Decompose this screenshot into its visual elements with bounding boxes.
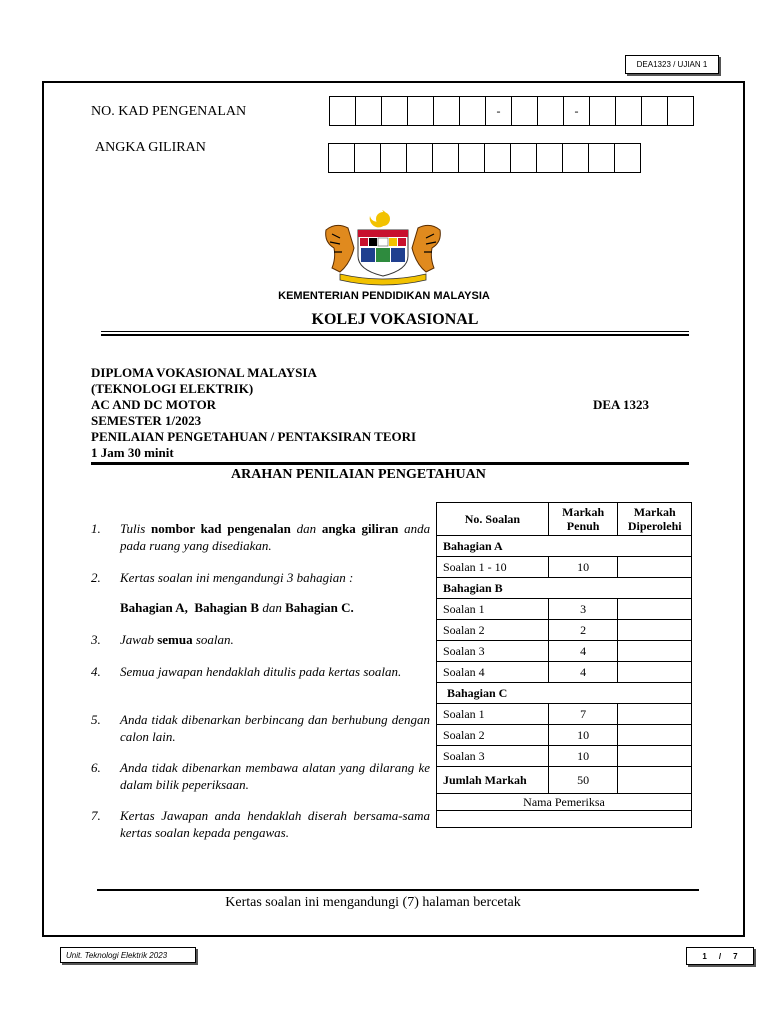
exam-code-tag bbox=[625, 55, 719, 74]
candidate-box[interactable] bbox=[510, 143, 537, 173]
candidate-box[interactable] bbox=[562, 143, 589, 173]
marks-obtained-cell[interactable] bbox=[618, 599, 692, 620]
candidate-box[interactable] bbox=[380, 143, 407, 173]
ic-box[interactable] bbox=[407, 96, 434, 126]
ic-box[interactable] bbox=[589, 96, 616, 126]
ic-box[interactable] bbox=[433, 96, 460, 126]
course-line-3: AC AND DC MOTOR bbox=[91, 397, 217, 412]
national-crest-logo bbox=[318, 208, 448, 286]
candidate-box[interactable] bbox=[614, 143, 641, 173]
instruction-4: Semua jawapan hendaklah ditulis pada kertas soalan. bbox=[120, 664, 402, 679]
candidate-box[interactable] bbox=[458, 143, 485, 173]
title-rule-top bbox=[101, 331, 689, 332]
title-rule-bottom bbox=[101, 334, 689, 336]
instructions-list bbox=[91, 520, 431, 850]
ic-box[interactable] bbox=[329, 96, 356, 126]
full-marks-cell: 10 bbox=[548, 746, 618, 767]
full-marks-cell: 4 bbox=[548, 662, 618, 683]
col-header-question: No. Soalan bbox=[437, 503, 549, 536]
page-total: 7 bbox=[733, 951, 738, 961]
full-marks-cell: 10 bbox=[548, 725, 618, 746]
full-marks-cell: 10 bbox=[548, 557, 618, 578]
course-line-5: PENILAIAN PENGETAHUAN / PENTAKSIRAN TEORI bbox=[91, 429, 417, 444]
question-cell: Soalan 1 bbox=[437, 704, 549, 725]
course-code: DEA 1323 bbox=[593, 397, 649, 412]
table-row bbox=[437, 641, 692, 662]
course-line-1: DIPLOMA VOKASIONAL MALAYSIA bbox=[91, 365, 317, 380]
col-header-full-marks: Markah Penuh bbox=[548, 503, 618, 536]
ministry-name: KEMENTERIAN PENDIDIKAN MALAYSIA bbox=[278, 290, 490, 302]
section-c-row: Bahagian C bbox=[437, 683, 692, 704]
page-current: 1 bbox=[702, 951, 707, 961]
instruction-7: Kertas Jawapan anda hendaklah diserah bersama-sama kertas soalan kepada pengawas. bbox=[120, 808, 430, 840]
total-full-marks: 50 bbox=[548, 767, 618, 794]
instruction-number: 5. bbox=[91, 712, 101, 727]
ic-box[interactable] bbox=[667, 96, 694, 126]
page-separator: / bbox=[718, 951, 722, 961]
examiner-label: Nama Pemeriksa bbox=[437, 794, 692, 811]
section-a-row: Bahagian A bbox=[437, 536, 692, 557]
table-row bbox=[437, 599, 692, 620]
marks-obtained-cell[interactable] bbox=[618, 704, 692, 725]
candidate-box[interactable] bbox=[328, 143, 355, 173]
col-header-marks-obtained: Markah Diperolehi bbox=[618, 503, 692, 536]
question-cell: Soalan 1 bbox=[437, 599, 549, 620]
course-line-2: (TEKNOLOGI ELEKTRIK) bbox=[91, 381, 254, 396]
candidate-box[interactable] bbox=[588, 143, 615, 173]
ic-box[interactable] bbox=[615, 96, 642, 126]
course-rule bbox=[91, 462, 689, 465]
question-cell: Soalan 1 - 10 bbox=[437, 557, 549, 578]
table-row bbox=[437, 725, 692, 746]
ic-box[interactable] bbox=[641, 96, 668, 126]
ic-number-boxes[interactable] bbox=[330, 96, 694, 126]
instruction-number: 4. bbox=[91, 664, 101, 679]
instruction-2: Kertas soalan ini mengandungi 3 bahagian : bbox=[120, 570, 354, 585]
marks-obtained-cell[interactable] bbox=[618, 725, 692, 746]
full-marks-cell: 7 bbox=[548, 704, 618, 725]
instruction-number: 6. bbox=[91, 760, 101, 775]
candidate-label: ANGKA GILIRAN bbox=[95, 140, 206, 155]
course-line-4: SEMESTER 1/2023 bbox=[91, 413, 202, 428]
total-label: Jumlah Markah bbox=[437, 767, 549, 794]
page-count-note: Kertas soalan ini mengandungi (7) halaman bercetak bbox=[225, 895, 521, 910]
instruction-5: Anda tidak dibenarkan berbincang dan berhubung dengan calon lain. bbox=[120, 712, 430, 744]
full-marks-cell: 4 bbox=[548, 641, 618, 662]
ic-separator: - bbox=[485, 96, 512, 126]
section-b-row: Bahagian B bbox=[437, 578, 692, 599]
total-marks-obtained[interactable] bbox=[618, 767, 692, 794]
course-line-6: 1 Jam 30 minit bbox=[91, 445, 174, 460]
candidate-box[interactable] bbox=[406, 143, 433, 173]
table-row bbox=[437, 746, 692, 767]
unit-tag-text: Unit. Teknologi Elektrik 2023 bbox=[66, 950, 168, 960]
full-marks-cell: 3 bbox=[548, 599, 618, 620]
examiner-name-field[interactable] bbox=[437, 811, 692, 828]
table-row bbox=[437, 704, 692, 725]
candidate-number-boxes[interactable] bbox=[329, 143, 641, 173]
page-number-tag bbox=[686, 947, 754, 965]
instructions-title: ARAHAN PENILAIAN PENGETAHUAN bbox=[231, 467, 486, 482]
question-cell: Soalan 3 bbox=[437, 641, 549, 662]
ic-box[interactable] bbox=[459, 96, 486, 126]
instruction-number: 2. bbox=[91, 570, 101, 585]
marks-obtained-cell[interactable] bbox=[618, 641, 692, 662]
instruction-1: Tulis nombor kad pengenalan dan angka giliran anda pada ruang yang disediakan. bbox=[120, 521, 431, 553]
question-cell: Soalan 2 bbox=[437, 725, 549, 746]
question-cell: Soalan 2 bbox=[437, 620, 549, 641]
table-row bbox=[437, 557, 692, 578]
instruction-number: 7. bbox=[91, 808, 101, 823]
marks-obtained-cell[interactable] bbox=[618, 746, 692, 767]
footer-rule bbox=[97, 889, 699, 891]
marks-obtained-cell[interactable] bbox=[618, 620, 692, 641]
question-cell: Soalan 3 bbox=[437, 746, 549, 767]
unit-tag bbox=[60, 947, 196, 963]
ic-box[interactable] bbox=[381, 96, 408, 126]
instruction-2-sections: Bahagian A, Bahagian B dan Bahagian C. bbox=[120, 600, 354, 615]
college-title: KOLEJ VOKASIONAL bbox=[311, 311, 479, 328]
ic-box[interactable] bbox=[537, 96, 564, 126]
candidate-box[interactable] bbox=[536, 143, 563, 173]
instruction-number: 1. bbox=[91, 521, 101, 536]
candidate-box[interactable] bbox=[484, 143, 511, 173]
instruction-6: Anda tidak dibenarkan membawa alatan yang dilarang ke dalam bilik peperiksaan. bbox=[120, 760, 430, 792]
exam-code-text: DEA1323 / UJIAN 1 bbox=[636, 60, 708, 69]
question-cell: Soalan 4 bbox=[437, 662, 549, 683]
table-row bbox=[437, 620, 692, 641]
ic-box[interactable] bbox=[511, 96, 538, 126]
marks-obtained-cell[interactable] bbox=[618, 662, 692, 683]
full-marks-cell: 2 bbox=[548, 620, 618, 641]
total-row bbox=[437, 767, 692, 794]
candidate-box[interactable] bbox=[354, 143, 381, 173]
ic-label: NO. KAD PENGENALAN bbox=[91, 104, 247, 119]
table-row bbox=[437, 662, 692, 683]
ic-box[interactable] bbox=[355, 96, 382, 126]
instruction-number: 3. bbox=[91, 632, 101, 647]
candidate-box[interactable] bbox=[432, 143, 459, 173]
marks-table bbox=[436, 502, 692, 828]
marks-obtained-cell[interactable] bbox=[618, 557, 692, 578]
instruction-3: Jawab semua soalan. bbox=[120, 632, 234, 647]
ic-separator: - bbox=[563, 96, 590, 126]
